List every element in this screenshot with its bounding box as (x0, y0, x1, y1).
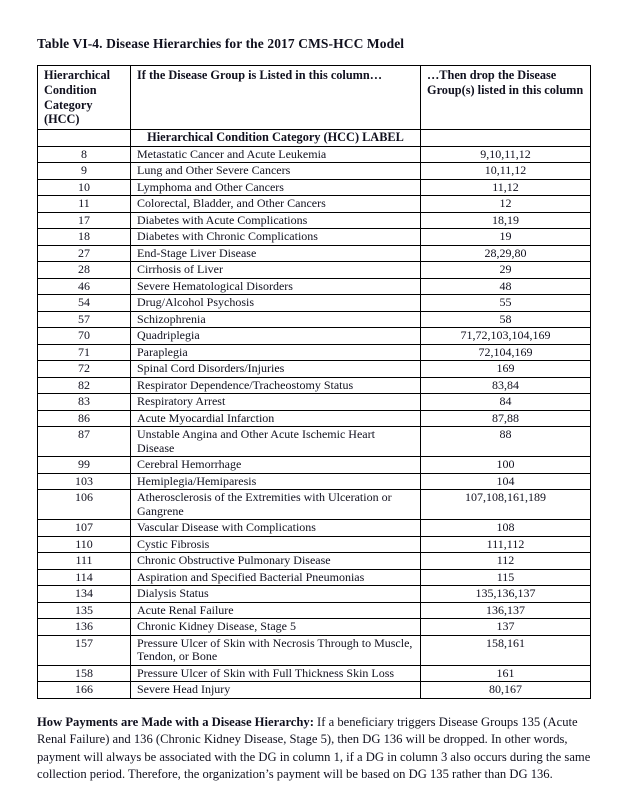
dropped-groups-cell: 71,72,103,104,169 (421, 328, 591, 345)
table-row (38, 586, 591, 603)
disease-group-label-cell: Metastatic Cancer and Acute Leukemia (131, 146, 421, 163)
disease-group-label-cell: Acute Renal Failure (131, 602, 421, 619)
dropped-groups-cell: 100 (421, 457, 591, 474)
table-row (38, 553, 591, 570)
hcc-number-cell: 103 (38, 473, 131, 490)
table-row (38, 490, 591, 520)
dropped-groups-cell: 136,137 (421, 602, 591, 619)
dropped-groups-cell: 161 (421, 665, 591, 682)
table-row (38, 278, 591, 295)
disease-group-label-cell: Cystic Fibrosis (131, 536, 421, 553)
table-row (38, 229, 591, 246)
dropped-groups-cell: 18,19 (421, 212, 591, 229)
table-row (38, 394, 591, 411)
hcc-number-cell: 114 (38, 569, 131, 586)
disease-group-label-cell: Dialysis Status (131, 586, 421, 603)
dropped-groups-cell: 19 (421, 229, 591, 246)
disease-group-label-cell: Paraplegia (131, 344, 421, 361)
empty-cell (421, 130, 591, 147)
disease-group-label-cell: Hemiplegia/Hemiparesis (131, 473, 421, 490)
hcc-number-cell: 110 (38, 536, 131, 553)
disease-group-label-cell: Acute Myocardial Infarction (131, 410, 421, 427)
table-row (38, 245, 591, 262)
table-row (38, 377, 591, 394)
hcc-number-cell: 8 (38, 146, 131, 163)
hcc-number-cell: 72 (38, 361, 131, 378)
disease-group-label-cell: Pressure Ulcer of Skin with Full Thickness Skin Loss (131, 665, 421, 682)
dropped-groups-cell: 115 (421, 569, 591, 586)
hcc-number-cell: 27 (38, 245, 131, 262)
disease-group-label-cell: Severe Head Injury (131, 682, 421, 699)
disease-group-label-cell: Pressure Ulcer of Skin with Necrosis Through to Muscle, Tendon, or Bone (131, 635, 421, 665)
disease-group-label-cell: Vascular Disease with Complications (131, 520, 421, 537)
disease-group-label-cell: Unstable Angina and Other Acute Ischemic Heart Disease (131, 427, 421, 457)
dropped-groups-cell: 135,136,137 (421, 586, 591, 603)
disease-group-label-cell: Chronic Kidney Disease, Stage 5 (131, 619, 421, 636)
disease-group-label-cell: Schizophrenia (131, 311, 421, 328)
table-row (38, 328, 591, 345)
hcc-number-cell: 135 (38, 602, 131, 619)
table-row (38, 520, 591, 537)
hcc-number-cell: 46 (38, 278, 131, 295)
table-row (38, 635, 591, 665)
table-row (38, 311, 591, 328)
dropped-groups-cell: 88 (421, 427, 591, 457)
table-row (38, 569, 591, 586)
dropped-groups-cell: 10,11,12 (421, 163, 591, 180)
hcc-number-cell: 18 (38, 229, 131, 246)
payment-note-heading: How Payments are Made with a Disease Hierarchy: (37, 714, 314, 729)
dropped-groups-cell: 83,84 (421, 377, 591, 394)
hcc-number-cell: 83 (38, 394, 131, 411)
table-row (38, 361, 591, 378)
disease-group-label-cell: Cerebral Hemorrhage (131, 457, 421, 474)
table-row (38, 682, 591, 699)
table-row (38, 410, 591, 427)
disease-group-label-cell: Respirator Dependence/Tracheostomy Status (131, 377, 421, 394)
table-row (38, 262, 591, 279)
dropped-groups-cell: 111,112 (421, 536, 591, 553)
hcc-number-cell: 87 (38, 427, 131, 457)
disease-group-label-cell: Severe Hematological Disorders (131, 278, 421, 295)
disease-group-label-cell: Spinal Cord Disorders/Injuries (131, 361, 421, 378)
dropped-groups-cell: 137 (421, 619, 591, 636)
dropped-groups-cell: 104 (421, 473, 591, 490)
hcc-number-cell: 99 (38, 457, 131, 474)
dropped-groups-cell: 55 (421, 295, 591, 312)
dropped-groups-cell: 84 (421, 394, 591, 411)
disease-group-label-cell: Lung and Other Severe Cancers (131, 163, 421, 180)
hcc-number-cell: 57 (38, 311, 131, 328)
dropped-groups-cell: 107,108,161,189 (421, 490, 591, 520)
hcc-number-cell: 157 (38, 635, 131, 665)
dropped-groups-cell: 9,10,11,12 (421, 146, 591, 163)
dropped-groups-cell: 158,161 (421, 635, 591, 665)
hcc-number-cell: 134 (38, 586, 131, 603)
table-row (38, 196, 591, 213)
table-row (38, 146, 591, 163)
disease-group-label-cell: Cirrhosis of Liver (131, 262, 421, 279)
disease-hierarchy-table (37, 65, 591, 699)
table-body (38, 146, 591, 698)
hcc-number-cell: 70 (38, 328, 131, 345)
table-row (38, 619, 591, 636)
dropped-groups-cell: 28,29,80 (421, 245, 591, 262)
hcc-number-cell: 136 (38, 619, 131, 636)
header-then-drop-column: …Then drop the Disease Group(s) listed in this column (421, 66, 591, 130)
dropped-groups-cell: 72,104,169 (421, 344, 591, 361)
table-header-row (38, 66, 591, 130)
hcc-number-cell: 107 (38, 520, 131, 537)
table-row (38, 665, 591, 682)
table-row (38, 344, 591, 361)
hcc-number-cell: 86 (38, 410, 131, 427)
table-row (38, 457, 591, 474)
table-subheader-row (38, 130, 591, 147)
hcc-number-cell: 166 (38, 682, 131, 699)
hcc-number-cell: 10 (38, 179, 131, 196)
disease-group-label-cell: Colorectal, Bladder, and Other Cancers (131, 196, 421, 213)
disease-group-label-cell: Chronic Obstructive Pulmonary Disease (131, 553, 421, 570)
dropped-groups-cell: 169 (421, 361, 591, 378)
table-row (38, 536, 591, 553)
dropped-groups-cell: 112 (421, 553, 591, 570)
hcc-number-cell: 17 (38, 212, 131, 229)
header-if-listed-column: If the Disease Group is Listed in this column… (131, 66, 421, 130)
dropped-groups-cell: 87,88 (421, 410, 591, 427)
hcc-number-cell: 158 (38, 665, 131, 682)
table-row (38, 295, 591, 312)
payment-note-text: If a beneficiary triggers Disease Groups 135 (Acute Renal Failure) and 136 (Chronic Kidney Disease, Stage 5), then DG 136 will be dropped. In other words, payment will always be associated with the DG in column 1, if a DG in column 3 also occurs during the same collection period. Therefore, the organization’s payment will be based on DG 135 rather than DG 136. (37, 714, 591, 781)
dropped-groups-cell: 48 (421, 278, 591, 295)
payment-note (37, 714, 599, 784)
hcc-number-cell: 106 (38, 490, 131, 520)
dropped-groups-cell: 12 (421, 196, 591, 213)
dropped-groups-cell: 58 (421, 311, 591, 328)
subheader-hcc-label: Hierarchical Condition Category (HCC) LABEL (131, 130, 421, 147)
hcc-number-cell: 82 (38, 377, 131, 394)
hcc-number-cell: 9 (38, 163, 131, 180)
disease-group-label-cell: Atherosclerosis of the Extremities with Ulceration or Gangrene (131, 490, 421, 520)
disease-group-label-cell: Respiratory Arrest (131, 394, 421, 411)
table-row (38, 163, 591, 180)
hcc-number-cell: 71 (38, 344, 131, 361)
disease-group-label-cell: Diabetes with Acute Complications (131, 212, 421, 229)
empty-cell (38, 130, 131, 147)
hcc-number-cell: 11 (38, 196, 131, 213)
table-row (38, 602, 591, 619)
disease-group-label-cell: Diabetes with Chronic Complications (131, 229, 421, 246)
table-row (38, 427, 591, 457)
disease-group-label-cell: Drug/Alcohol Psychosis (131, 295, 421, 312)
disease-group-label-cell: End-Stage Liver Disease (131, 245, 421, 262)
dropped-groups-cell: 29 (421, 262, 591, 279)
table-row (38, 212, 591, 229)
hcc-number-cell: 111 (38, 553, 131, 570)
table-row (38, 473, 591, 490)
hcc-number-cell: 54 (38, 295, 131, 312)
document-title: Table VI-4. Disease Hierarchies for the 2017 CMS-HCC Model (37, 36, 405, 51)
hcc-number-cell: 28 (38, 262, 131, 279)
header-hcc-column: Hierarchical Condition Category (HCC) (38, 66, 131, 130)
dropped-groups-cell: 108 (421, 520, 591, 537)
table-row (38, 179, 591, 196)
dropped-groups-cell: 80,167 (421, 682, 591, 699)
dropped-groups-cell: 11,12 (421, 179, 591, 196)
disease-group-label-cell: Lymphoma and Other Cancers (131, 179, 421, 196)
disease-group-label-cell: Quadriplegia (131, 328, 421, 345)
disease-group-label-cell: Aspiration and Specified Bacterial Pneumonias (131, 569, 421, 586)
